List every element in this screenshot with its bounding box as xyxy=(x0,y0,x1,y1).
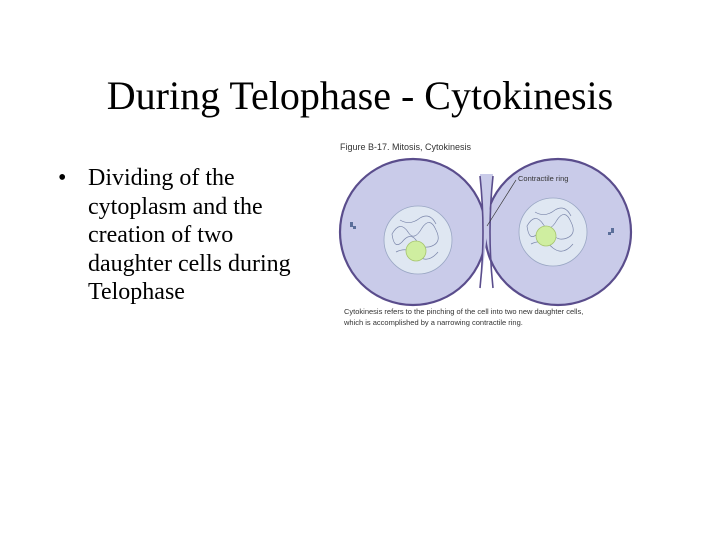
cytokinesis-figure xyxy=(330,134,635,334)
right-nucleolus xyxy=(536,226,556,246)
left-nucleus-envelope xyxy=(384,206,452,274)
slide-title: During Telophase - Cytokinesis xyxy=(106,73,614,118)
figure-heading: Figure B-17. Mitosis, Cytokinesis xyxy=(340,142,472,152)
left-nucleolus xyxy=(406,241,426,261)
left-nucleus xyxy=(384,206,452,274)
bullet-line: Telophase xyxy=(88,279,185,305)
contractile-ring-label: Contractile ring xyxy=(518,174,569,183)
right-centriole-pair xyxy=(608,232,611,235)
bullet-item xyxy=(58,164,333,307)
bullet-line: cytoplasm and the xyxy=(88,193,263,220)
bullet-list xyxy=(58,164,333,307)
figure-caption-line: Cytokinesis refers to the pinching of the cell into two new daughter cells, xyxy=(344,307,584,316)
right-centriole xyxy=(611,228,614,233)
left-centriole xyxy=(350,222,353,227)
right-nucleus xyxy=(519,198,587,266)
bullet-line: daughter cells during xyxy=(88,250,291,277)
bullet-line: Dividing of the xyxy=(88,165,235,191)
left-centriole-pair xyxy=(353,226,356,229)
figure-caption-line: which is accomplished by a narrowing contractile ring. xyxy=(344,318,523,327)
cytokinesis-illustration xyxy=(330,134,635,334)
bullet-line: creation of two xyxy=(88,222,234,248)
bullet-marker: • xyxy=(58,165,67,191)
